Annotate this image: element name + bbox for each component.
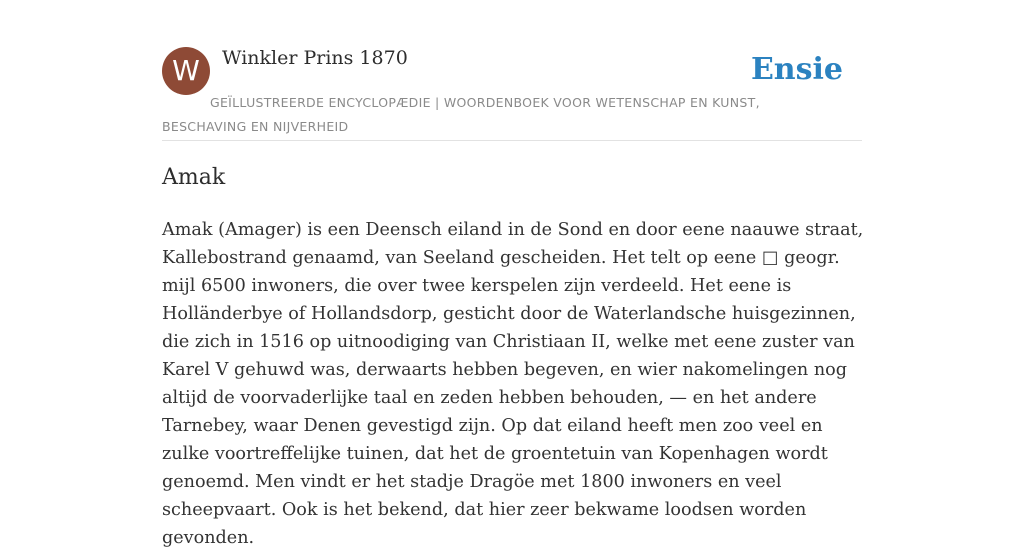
source-avatar[interactable]: W <box>162 47 210 95</box>
article-title: Amak <box>162 165 226 190</box>
ensie-logo[interactable]: Ensie <box>750 52 843 87</box>
header <box>162 46 862 141</box>
source-subtitle: GEÏLLUSTREERDE ENCYCLOPÆDIE | WOORDENBOEK VOOR WETENSCHAP EN KUNST, BESCHAVING EN NIJVERHEID <box>162 95 760 134</box>
source-title-link[interactable]: Winkler Prins 1870 <box>222 47 408 69</box>
article-body: Amak (Amager) is een Deensch eiland in de Sond en door eene naauwe straat, Kallebostrand genaamd, van Seeland gescheiden. Het telt op eene □ geogr. mijl 6500 inwoners, die over twee kerspelen zijn verdeeld. Het eene is Holländerbye of Hollandsdorp, gesticht door de Waterlandsche huisgezinnen, die zich in 1516 op uitnoodiging van Christiaan II, welke met eene zuster van Karel V gehuwd was, derwaarts hebben begeven, en wier nakomelingen nog altijd de voorvaderlijke taal en zeden hebben behouden, — en het andere Tarnebey, waar Denen gevestigd zijn. Op dat eiland heeft men zoo veel en zulke voortreffelijke tuinen, dat het de groentetuin van Kopenhagen wordt genoemd. Men vindt er het stadje Dragöe met 1800 inwoners en veel scheepvaart. Ook is het bekend, dat hier zeer bekwame loodsen worden gevonden. <box>162 220 864 548</box>
